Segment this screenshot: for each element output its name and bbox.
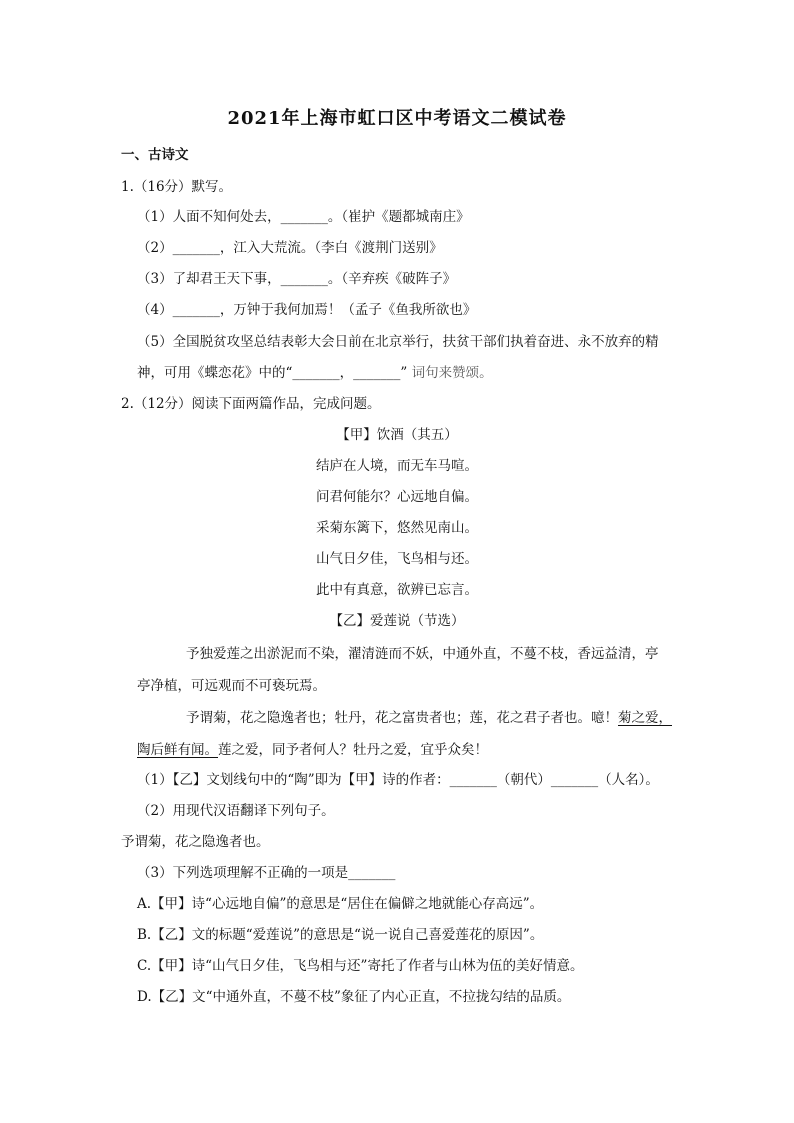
q2-sub-2: （2）用现代汉语翻译下列句子。 [137, 803, 335, 819]
question-2-stem: 2.（12分）阅读下面两篇作品，完成问题。 [121, 396, 381, 412]
prose-p2-line2 [137, 741, 488, 759]
q1-item-5-blanks: 神，可用《蝶恋花》中的“_______，_______” [137, 365, 408, 381]
q1-item-1: （1）人面不知何处去，_______。（崔护《题都城南庄》 [137, 209, 470, 225]
q1-item-5-tail: 词句来赞颂。 [407, 365, 493, 381]
prose-p1-line1: 予独爱莲之出淤泥而不染，濯清涟而不妖，中通外直，不蔓不枝，香远益清，亭 [186, 646, 659, 662]
q1-item-3: （3）了却君王天下事，_______。（辛弃疾《破阵子》 [137, 271, 457, 287]
q1-item-5-line2 [137, 364, 493, 382]
q1-item-2: （2）_______，江入大荒流。（李白《渡荆门送别》 [137, 240, 443, 256]
option-c: C.【甲】诗“山气日夕佳，飞鸟相与还”寄托了作者与山林为伍的美好情意。 [137, 958, 584, 974]
q1-item-4: （4）_______，万钟于我何加焉！（孟子《鱼我所欲也》 [137, 302, 477, 318]
underlined-sentence: 菊之爱， [618, 710, 672, 726]
poem-title: 【甲】饮酒（其五） [336, 427, 458, 443]
poem-line: 结庐在人境，而无车马喧。 [316, 458, 478, 474]
prose-p1-line2: 亭净植，可远观而不可亵玩焉。 [137, 678, 326, 694]
underlined-sentence: 陶后鲜有闻。 [137, 742, 218, 758]
poem-line: 采菊东篱下，悠然见南山。 [316, 520, 478, 536]
q2-sub-3: （3）下列选项理解不正确的一项是_______ [137, 865, 396, 881]
option-b: B.【乙】文的标题“爱莲说”的意思是“说一说自己喜爱莲花的原因”。 [137, 927, 544, 943]
q1-item-5-line1: （5）全国脱贫攻坚总结表彰大会日前在北京举行，扶贫干部们执着奋进、永不放弃的精 [137, 334, 659, 350]
section-heading: 一、古诗文 [121, 147, 189, 163]
q2-sub-1: （1）【乙】文划线句中的“陶”即为【甲】诗的作者：_______（朝代）_______（人名）。 [137, 772, 659, 788]
prose-p2-text: 予谓菊，花之隐逸者也；牡丹，花之富贵者也；莲，花之君子者也。噫！ [186, 710, 618, 726]
poem-line: 山气日夕佳，飞鸟相与还。 [316, 551, 478, 567]
prose-p2-line1 [186, 709, 672, 727]
poem-line: 此中有真意，欲辨已忘言。 [316, 582, 478, 598]
prose-p2-text: 莲之爱，同予者何人？牡丹之爱，宜乎众矣！ [218, 742, 488, 758]
question-1-stem: 1.（16分）默写。 [121, 179, 233, 195]
poem-line: 问君何能尔？心远地自偏。 [316, 489, 478, 505]
q2-sub-2-sentence: 予谓菊，花之隐逸者也。 [121, 834, 270, 850]
prose-title: 【乙】爱莲说（节选） [329, 613, 465, 629]
exam-title: 2021年上海市虹口区中考语文二模试卷 [227, 108, 567, 129]
option-d: D.【乙】文“中通外直，不蔓不枝”象征了内心正直，不拉拢勾结的品质。 [137, 989, 571, 1005]
option-a: A.【甲】诗“心远地自偏”的意思是“居住在偏僻之地就能心存高远”。 [137, 896, 544, 912]
